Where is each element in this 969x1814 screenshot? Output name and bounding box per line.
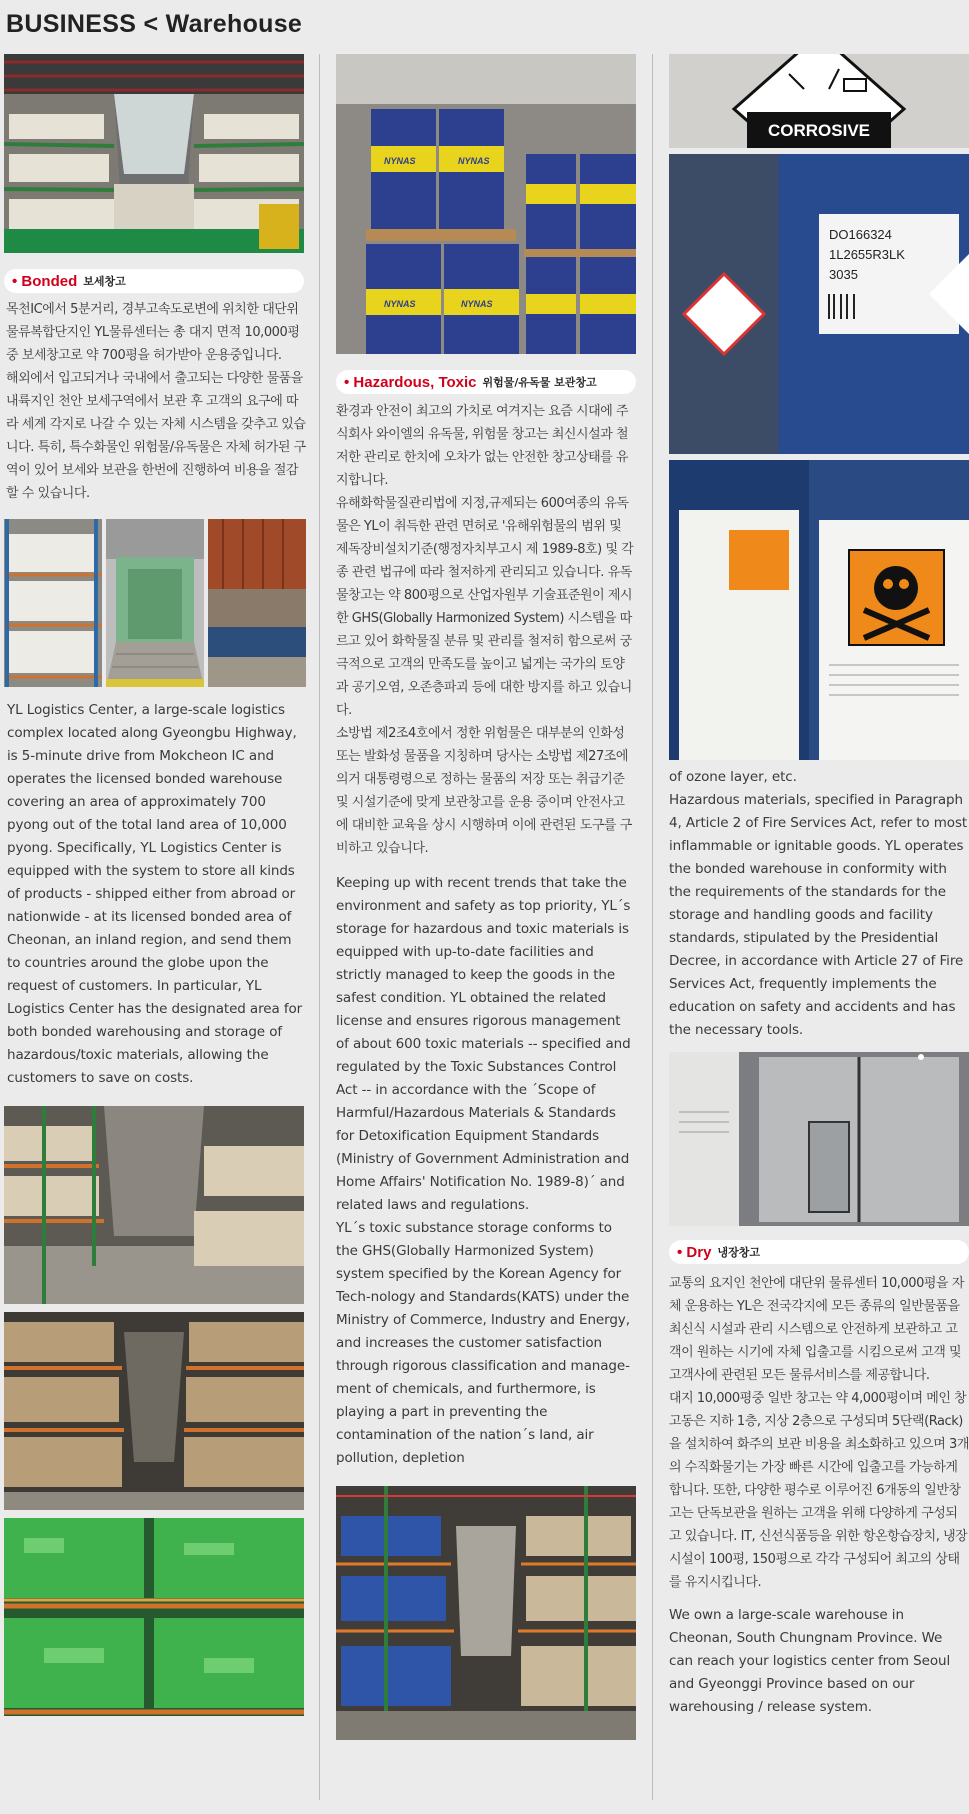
pallet-racks-photo [4,519,102,687]
tall-racks-photo [4,1312,304,1510]
hazmat-label-text: 1L2655R3LK [829,247,905,262]
dry-title: • Dry [677,1243,712,1261]
refrigerated-door-photo [669,1052,969,1226]
hazardous-section-header [336,370,636,394]
hazardous-english-paragraph-2: YL´s toxic substance storage conforms to the GHS(Globally Harmonized System) system specified by the Korean Agency for Tech-nology and Standards(KATS) under the Ministry of Commerce, Industry and Energy, and increases the customer satisfaction through rigorous classification and manage-ment of chemicals, and furthermore, is playing a part in preventing the contamination of the nation´s land, air pollution, depletion [336,1220,630,1466]
column-divider-right [652,54,653,1800]
bonded-title: • Bonded [12,272,78,290]
hazmat-label-photo [669,154,969,454]
hazardous-english-paragraph-1: Keeping up with recent trends that take the environment and safety as top priority, YL´s storage for hazardous and toxic materials is equipped with up-to-date facilities and strictly managed to keep the goods in the safest condition. YL obtained the related license and ensures rigorous management of about 600 toxic materials -- specified and regulated by the Toxic Substances Control Act -- in accordance with the ´Scope of Harmful/Hazardous Materials & Standards for Detoxification Equipment Standards (Ministry of Government Administration and Home Affairs' Notification No. 1989-8)´ and related laws and regulations. [336,875,631,1213]
page-title: BUSINESS < Warehouse [6,10,303,38]
hazardous-korean-paragraph-1: 환경과 안전이 최고의 가치로 여겨지는 요즘 시대에 주식회사 와이엘의 유독물, 위험물 창고는 최신시설과 철저한 관리로 한치에 오차가 없는 안전한 창고상태를 유지합니다. [336,404,629,488]
dry-korean-paragraph-1: 교통의 요지인 천안에 대단위 물류센터 10,000평을 자체 운용하는 YL은 전국각지에 모든 종류의 일반물품을 최신식 시설과 관리 시스템으로 안전하게 보관하고 고객이 원하는 시기에 자체 입출고를 시킴으로써 고객 및 고객사에 관련된 모든 물류서비스를 제공합니다. [669,1276,964,1383]
hazmat-label-text: 3035 [829,267,858,282]
bonded-thumbnail-row [4,519,306,687]
dry-korean-paragraph-2: 대지 10,000평중 일반 창고는 약 4,000평이며 메인 창고동은 지하 1층, 지상 2층으로 구성되며 5단랙(Rack)을 설치하여 화주의 보관 비용을 최소화하고 있으며 3개의 수직화물기는 가장 빠른 시간에 입출고를 가능하게 합니다. 또한, 다양한 평수로 이루어진 6개동의 일반창고는 단독보관을 원하는 고객을 위해 다양하게 구성되고 있습니다. IT, 신선식품등을 위한 항온항습장치, 냉장시설이 100평, 150평으로 각각 구성되어 최고의 상태를 유지시킵니다. [669,1391,969,1590]
dry-english-paragraph: We own a large-scale warehouse in Cheonan, South Chungnam Province. We can reach your logistics center from Seoul and Gyeonggi Province based on our warehousing / release system. [669,1607,951,1715]
bonded-column [4,54,306,1716]
dry-title-korean: 냉장창고 [717,1246,760,1259]
drums-photo [336,54,636,354]
column-divider-left [319,54,320,1800]
loading-dock-photo [106,519,204,687]
hazmat-label-text: DO166324 [829,227,892,242]
corrosive-text: CORROSIVE [767,121,871,140]
drum-brand-text: NYNAS [384,299,416,309]
hazardous-title: • Hazardous, Toxic [344,373,477,391]
toxic-drum-photo [669,460,969,760]
hazardous-column [336,54,636,1740]
hazardous-korean-paragraph-3: 소방법 제2조4호에서 정한 위험물은 대부분의 인화성 또는 발화성 물품을 지칭하며 당사는 소방법 제27조에 의거 대통령령으로 정하는 물품의 저장 또는 취급기준 및 시설기준에 맞게 보관창고를 운용 중이며 안전사고에 대비한 교육을 상시 시행하며 이에 관련된 도구를 구비하고 있습니다. [336,726,632,856]
drum-storage-aisle-photo [336,1486,636,1740]
bonded-korean-paragraph-1: 목천IC에서 5분거리, 경부고속도로변에 위치한 대단위 물류복합단지인 YL물류센터는 총 대지 면적 10,000평 중 보세창고로 약 700평을 허가받아 운용중입니다. [6,302,300,363]
hazardous-english-paragraph-4: Hazardous materials, specified in Paragraph 4, Article 2 of Fire Services Act, refer to most inflammable or ignitable goods. YL operates the bonded warehouse in conformity with the requirements of the standards for the storage and handling goods and facility standards, stipulated by the Presidential Decree, in accordance with Article 27 of Fire Services Act, frequently implements the education on safety and accidents and has the necessary tools. [669,792,968,1038]
dry-column [669,54,969,1719]
drum-brand-text: NYNAS [461,299,493,309]
bonded-korean-paragraph-2: 해외에서 입고되거나 국내에서 출고되는 다양한 물품을 내륙지인 천안 보세구역에서 보관 후 고객의 요구에 따라 세계 각지로 나갈 수 있는 자체 시스템을 갖추고 있습니다. 특히, 특수화물인 위험물/유독물은 자체 허가된 구역이 있어 보세와 보관을 한번에 진행하여 비용을 절감할 수 있습니다. [6,371,306,501]
drum-brand-text: NYNAS [384,156,416,166]
sack-racks-photo [4,1106,304,1304]
hazardous-title-korean: 위험물/유독물 보관창고 [482,376,597,389]
green-wrapped-pallets-photo [4,1518,304,1716]
bonded-english-paragraph: YL Logistics Center, a large-scale logistics complex located along Gyeongbu Highway, is 5-minute drive from Mokcheon IC and operates the licensed bonded warehouse covering an area of approximately 700 pyong out of the total land area of 10,000 pyong. Specifically, YL Logistics Center is equipped with the system to store all kinds of products - shipped either from abroad or nationwide - at its licensed bonded area of Cheonan, an inland region, and send them to countries around the globe upon the request of customers. In particular, YL Logistics Center has the designated area for both bonded warehousing and storage of hazardous/toxic materials, allowing the customers to save on costs. [7,702,303,1086]
drum-brand-text: NYNAS [458,156,490,166]
corrosive-sign-photo [669,54,969,148]
bonded-title-korean: 보세창고 [83,275,126,288]
hazardous-korean-paragraph-2: 유해화학물질관리법에 지정,규제되는 600여종의 유독물은 YL이 취득한 관련 면허로 '유해위험물의 범위 및 제독장비설치기준(행정자치부고시 제 1989-8호) 및 각종 관련 법규에 따라 철저하게 관리되고 있습니다. 유독물창고는 약 800평으로 산업자원부 기술표준원이 제시한 GHS(Globally Harmonized System) 시스템을 따르고 있어 화학물질 분류 및 관리를 철저히 함으로써 궁극적으로 고객의 만족도를 높이고 넓게는 국가의 토양과 공기오염, 오존층파괴 등에 대한 방지를 하고 있습니다. [336,496,634,718]
hazardous-english-paragraph-3: of ozone layer, etc. [669,769,797,785]
bonded-warehouse-photo [4,54,304,253]
bonded-section-header [4,269,304,293]
container-train-photo [208,519,306,687]
dry-section-header [669,1240,969,1264]
